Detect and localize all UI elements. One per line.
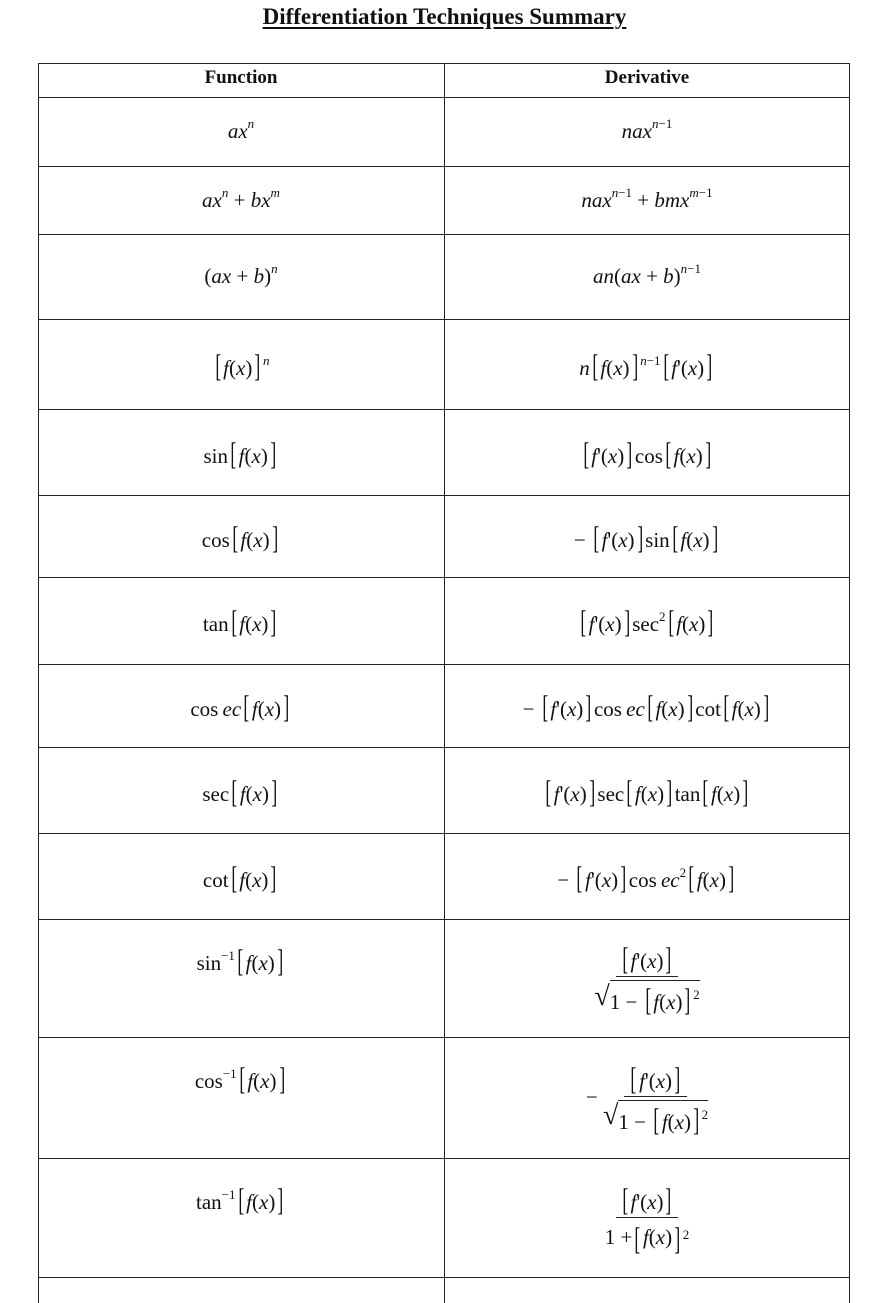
function-cell: tan[ f(x)] — [202, 603, 277, 639]
derivative-cell: nax$^{n-1}$ + bmx$^{m-1}$ — [581, 184, 713, 212]
function-cell: sec[ f(x)] — [202, 772, 278, 809]
function-cell: [ f(x)] $^n$ — [214, 346, 270, 383]
derivative-cell: − [ f'(x)] $\cos ec^2$[ f(x)] — [557, 858, 735, 895]
function-cell: $\cos^{-1}$[ f(x)] — [194, 1060, 285, 1096]
header-function: Function — [204, 67, 278, 88]
function-cell: $ax^n$ — [227, 116, 255, 143]
function-cell: $ax^n + bx^m$ — [202, 184, 280, 212]
derivative-cell: − [ f'(x)] √ 1 − [ f(x)] $^2$ — [585, 1059, 709, 1137]
function-cell: $\sin^{-1}$[ f(x)] — [196, 942, 284, 978]
derivatives-table — [38, 63, 850, 1303]
derivative-cell: [ f'(x)] √ 1 − [ f(x)] $^2$ — [594, 940, 700, 1017]
derivative-cell: n[ f(x)] $^{n-1}$[ f'(x)] — [579, 346, 713, 383]
header-derivative: Derivative — [604, 67, 690, 88]
function-cell: (ax + b)$^n$ — [204, 261, 278, 288]
derivative-cell: − [ f'(x)] sin[ f(x)] — [573, 518, 718, 555]
derivative-cell: − [ f'(x)] cos ec[ f(x)] cot[ f(x)] — [522, 688, 770, 724]
function-cell: $\tan^{-1}$[ f(x)] — [196, 1181, 284, 1217]
function-cell: sin[ f(x)] — [203, 434, 277, 471]
function-cell: cot[ f(x)] — [202, 858, 277, 895]
derivative-cell: [ f'(x)] 1 + [ f ( x ) ] 2 — [604, 1181, 690, 1256]
derivative-cell: [ f'(x)] $\sec^2$[ f(x)] — [580, 603, 714, 639]
derivative-cell: [ f'(x)] cos[ f(x)] — [583, 434, 711, 471]
page-title: Differentiation Techniques Summary — [262, 4, 627, 29]
derivative-cell: [ f'(x)] sec[ f(x)] tan[ f(x)] — [545, 772, 749, 809]
function-cell: cos ec[ f(x)] — [190, 688, 290, 724]
derivative-cell: nax$^{n-1}$ — [621, 116, 673, 143]
derivative-cell: an(ax + b)$^{n-1}$ — [592, 261, 701, 288]
function-cell: cos[ f(x)] — [201, 518, 278, 555]
